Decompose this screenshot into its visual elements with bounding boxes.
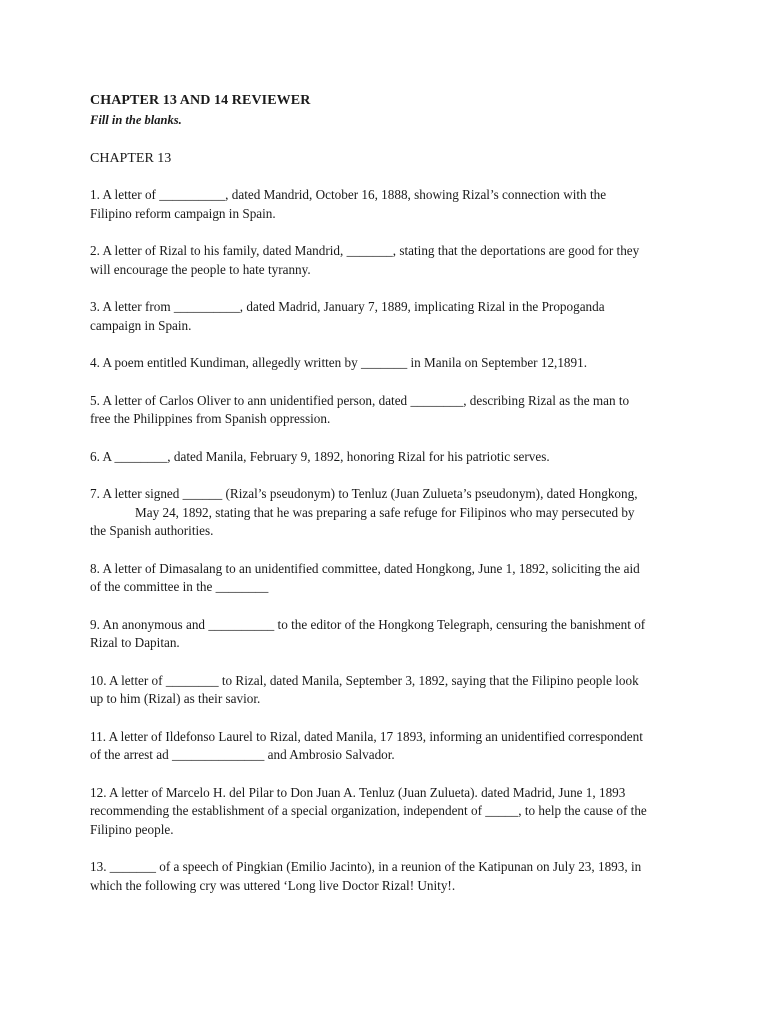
question-item <box>90 784 680 840</box>
question-item <box>90 354 680 373</box>
question-line: 10. A letter of ________ to Rizal, dated Manila, September 3, 1892, saying that the Filipino people look <box>90 672 639 688</box>
question-line: 13. _______ of a speech of Pingkian (Emilio Jacinto), in a reunion of the Katipunan on July 23, 1893, in <box>90 859 642 874</box>
question-line: campaign in Spain. <box>90 317 192 333</box>
question-line: up to him (Rizal) as their savior. <box>90 691 261 706</box>
question-line: 4. A poem entitled Kundiman, allegedly written by _______ in Manila on September 12,1891. <box>90 355 588 370</box>
question-line: recommending the establishment of a special organization, independent of _____, to help the cause of the <box>90 803 647 818</box>
question-line: 8. A letter of Dimasalang to an unidentified committee, dated Hongkong, June 1, 1892, soliciting the aid <box>90 560 640 576</box>
question-line: 9. An anonymous and __________ to the editor of the Hongkong Telegraph, censuring the banishment of <box>90 616 646 632</box>
question-line: 7. A letter signed ______ (Rizal’s pseudonym) to Tenluz (Juan Zulueta’s pseudonym), dated Hongkong, <box>90 486 638 501</box>
question-line: 2. A letter of Rizal to his family, dated Mandrid, _______, stating that the deportations are good for they <box>90 243 640 258</box>
question-line: Filipino people. <box>90 821 174 837</box>
question-item <box>90 672 680 709</box>
question-item <box>90 392 680 429</box>
question-item <box>90 858 680 895</box>
question-line: free the Philippines from Spanish oppression. <box>90 411 331 426</box>
question-item <box>90 616 680 653</box>
chapter-heading: CHAPTER 13 <box>90 151 172 166</box>
question-line: the Spanish authorities. <box>90 523 214 538</box>
question-line: of the committee in the ________ <box>90 579 269 594</box>
question-line: Filipino reform campaign in Spain. <box>90 205 276 221</box>
question-item <box>90 560 680 597</box>
question-line: 3. A letter from __________, dated Madrid, January 7, 1889, implicating Rizal in the Propoganda <box>90 299 605 314</box>
document-page <box>90 92 680 914</box>
question-line: 1. A letter of __________, dated Mandrid, October 16, 1888, showing Rizal’s connection with the <box>90 187 607 202</box>
question-line: 5. A letter of Carlos Oliver to ann unidentified person, dated ________, describing Rizal as the man to <box>90 392 630 408</box>
question-item <box>90 242 680 279</box>
question-item <box>90 485 680 541</box>
document-instructions: Fill in the blanks. <box>90 113 182 127</box>
question-item <box>90 448 680 467</box>
question-line: May 24, 1892, stating that he was preparing a safe refuge for Filipinos who may persecuted by <box>135 504 635 520</box>
question-item <box>90 298 680 335</box>
question-list <box>90 186 680 895</box>
question-line: 12. A letter of Marcelo H. del Pilar to Don Juan A. Tenluz (Juan Zulueta). dated Madrid, June 1, 1893 <box>90 784 626 800</box>
question-line: of the arrest ad ______________ and Ambrosio Salvador. <box>90 747 395 762</box>
question-item <box>90 186 680 223</box>
question-line: 6. A ________, dated Manila, February 9, 1892, honoring Rizal for his patriotic serves. <box>90 448 550 464</box>
question-item <box>90 728 680 765</box>
question-line: Rizal to Dapitan. <box>90 635 180 650</box>
question-line: 11. A letter of Ildefonso Laurel to Rizal, dated Manila, 17 1893, informing an unidentified correspondent <box>90 728 643 744</box>
question-line: which the following cry was uttered ‘Long live Doctor Rizal! Unity!. <box>90 877 456 893</box>
document-title: CHAPTER 13 AND 14 REVIEWER <box>90 93 311 108</box>
question-line: will encourage the people to hate tyranny. <box>90 261 311 277</box>
